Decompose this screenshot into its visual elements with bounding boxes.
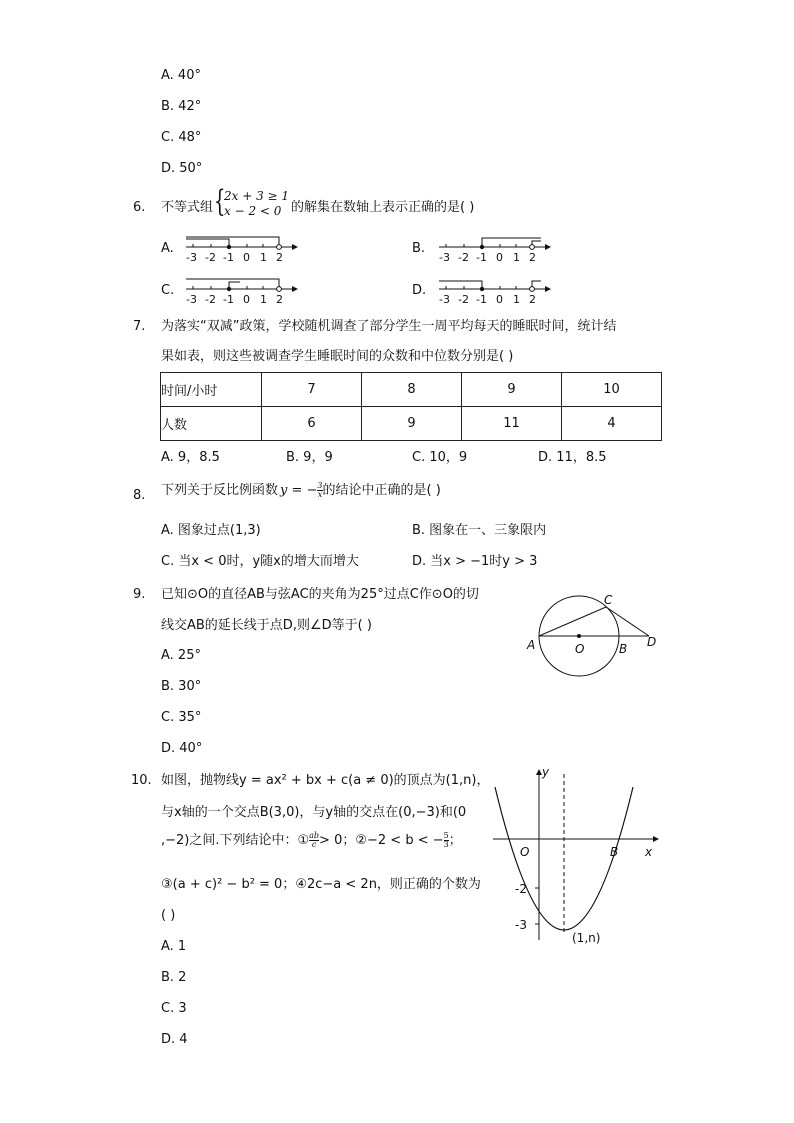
fraction-denominator: x: [317, 490, 323, 499]
q8-stem-pre: 下列关于反比例函数: [161, 483, 279, 498]
tick-label: -1: [223, 293, 234, 306]
tick-label: -2: [458, 251, 469, 264]
q10-fraction-1: [309, 832, 319, 849]
q6-brace: {: [214, 184, 226, 219]
axis-label-y: y: [542, 765, 550, 779]
q7-option-a: A. 9，8.5: [161, 450, 220, 465]
q8-option-b: B. 图象在一、三象限内: [412, 523, 547, 538]
q10-parabola-graph: [488, 762, 668, 952]
point-label-c: C: [604, 593, 613, 607]
tick-label: 2: [529, 293, 536, 306]
q5-option-c: C. 48°: [161, 130, 202, 145]
table-header-cell: 人数: [161, 407, 262, 441]
q5-option-d: D. 50°: [161, 161, 203, 176]
q9-stem-line-2: 线交AB的延长线于点D,则∠D等于( ): [161, 618, 372, 633]
tick-label: 1: [513, 293, 520, 306]
point-label-a: A: [527, 638, 536, 652]
q10-stem-line-2: 与x轴的一个交点B(3,0)，与y轴的交点在(0,−3)和(0: [161, 805, 467, 820]
q9-stem-line-1: 已知⊙O的直径AB与弦AC的夹角为25°过点C作⊙O的切: [161, 587, 479, 602]
q6-stem-post: 的解集在数轴上表示正确的是( ): [291, 200, 475, 215]
q9-circle-diagram: [520, 582, 670, 694]
tick-label: 0: [496, 293, 503, 306]
q9-option-b: B. 30°: [161, 679, 202, 694]
q6-inequality-2: x − 2 < 0: [224, 204, 282, 218]
point-label-b: B: [610, 845, 619, 859]
q8-function: y = −: [280, 483, 318, 498]
q9-number: 9.: [133, 587, 146, 602]
q5-option-a: A. 40°: [161, 68, 201, 83]
q8-number: 8.: [133, 488, 146, 503]
tick-label: -1: [223, 251, 234, 264]
fraction-denominator: c: [311, 840, 317, 849]
q6-option-b-letter: B.: [412, 241, 426, 256]
tick-label: -1: [476, 251, 487, 264]
tick-label: 2: [276, 293, 283, 306]
q10-stem-line-4: ③(a + c)² − b² = 0；④2c−a < 2n，则正确的个数为: [161, 877, 481, 892]
q10-number: 10.: [131, 773, 152, 788]
tick-label: 1: [260, 251, 267, 264]
q7-number: 7.: [133, 319, 146, 334]
table-cell: 6: [262, 407, 362, 441]
tick-label: 1: [260, 293, 267, 306]
q10-option-b: B. 2: [161, 970, 187, 985]
tick-label-minus-3: -3: [515, 918, 527, 932]
tick-label: -2: [205, 251, 216, 264]
q10-line3-c: ；: [448, 833, 462, 848]
q6-option-c-letter: C.: [161, 283, 175, 298]
q5-option-b: B. 42°: [161, 99, 202, 114]
q7-option-d: D. 11，8.5: [538, 450, 607, 465]
q9-option-a: A. 25°: [161, 648, 201, 663]
tick-label: -3: [439, 293, 450, 306]
tick-label: -1: [476, 293, 487, 306]
q10-option-a: A. 1: [161, 939, 187, 954]
q10-option-d: D. 4: [161, 1032, 188, 1047]
q6-option-d-letter: D.: [412, 283, 427, 298]
tick-label: 2: [529, 251, 536, 264]
q6-number-line-a: [180, 234, 300, 264]
q6-number: 6.: [133, 200, 146, 215]
q8-stem: [161, 482, 441, 499]
tick-label: -2: [205, 293, 216, 306]
q6-number-line-d: [433, 276, 553, 306]
fraction-numerator: 3: [317, 481, 323, 490]
point-label-o: O: [575, 642, 585, 656]
table-cell: 4: [562, 407, 662, 441]
q6-option-a-letter: A.: [161, 241, 174, 256]
axis-label-x: x: [645, 845, 653, 859]
table-row: [161, 373, 662, 407]
fraction-numerator: 5: [443, 831, 449, 840]
table-cell: 11: [462, 407, 562, 441]
tick-label: -3: [439, 251, 450, 264]
table-cell: 7: [262, 373, 362, 407]
tick-label: -3: [186, 293, 197, 306]
q6-number-line-c: [180, 276, 300, 306]
q7-sleep-table: [160, 372, 662, 441]
q10-stem-line-5: ( ): [161, 908, 176, 923]
tick-label: 1: [513, 251, 520, 264]
vertex-label: (1,n): [572, 931, 601, 945]
tick-label: 0: [496, 251, 503, 264]
table-cell: 9: [462, 373, 562, 407]
point-label-d: D: [647, 635, 657, 649]
q7-stem-line-2: 果如表，则这些被调查学生睡眠时间的众数和中位数分别是( ): [161, 349, 514, 364]
q7-option-b: B. 9，9: [286, 450, 333, 465]
tick-label-minus-2: -2: [515, 882, 527, 896]
q6-number-line-b: [433, 234, 553, 264]
table-cell: 10: [562, 373, 662, 407]
q8-option-d: D. 当x > −1时y > 3: [412, 554, 538, 569]
q10-stem-line-3: [161, 832, 462, 849]
q8-stem-post: 的结论中正确的是( ): [322, 483, 441, 498]
table-header-cell: 时间/小时: [161, 373, 262, 407]
fraction-numerator: ab: [309, 831, 320, 840]
q7-option-c: C. 10，9: [412, 450, 468, 465]
q8-option-c: C. 当x < 0时，y随x的增大而增大: [161, 554, 359, 569]
q10-stem-line-1: 如图，抛物线y = ax² + bx + c(a ≠ 0)的顶点为(1,n)，: [161, 773, 490, 788]
q8-option-a: A. 图象过点(1,3): [161, 523, 261, 538]
tick-label: -2: [458, 293, 469, 306]
tick-label: 2: [276, 251, 283, 264]
q10-line3-b: > 0；②−2 < b < −: [319, 833, 444, 848]
table-row: [161, 407, 662, 441]
fraction-denominator: 3: [443, 840, 449, 849]
table-cell: 9: [362, 407, 462, 441]
point-label-b: B: [619, 642, 628, 656]
tick-label: 0: [243, 251, 250, 264]
q7-stem-line-1: 为落实“双减”政策，学校随机调查了部分学生一周平均每天的睡眠时间，统计结: [161, 319, 617, 334]
q6-stem-pre: 不等式组: [161, 200, 214, 215]
table-cell: 8: [362, 373, 462, 407]
q6-inequality-1: 2x + 3 ≥ 1: [224, 189, 290, 203]
tick-label: -3: [186, 251, 197, 264]
q9-option-d: D. 40°: [161, 741, 203, 756]
q9-option-c: C. 35°: [161, 710, 202, 725]
origin-label: O: [520, 845, 530, 859]
q10-line3-a: ,−2)之间.下列结论中：①: [161, 833, 310, 848]
q10-option-c: C. 3: [161, 1001, 187, 1016]
tick-label: 0: [243, 293, 250, 306]
